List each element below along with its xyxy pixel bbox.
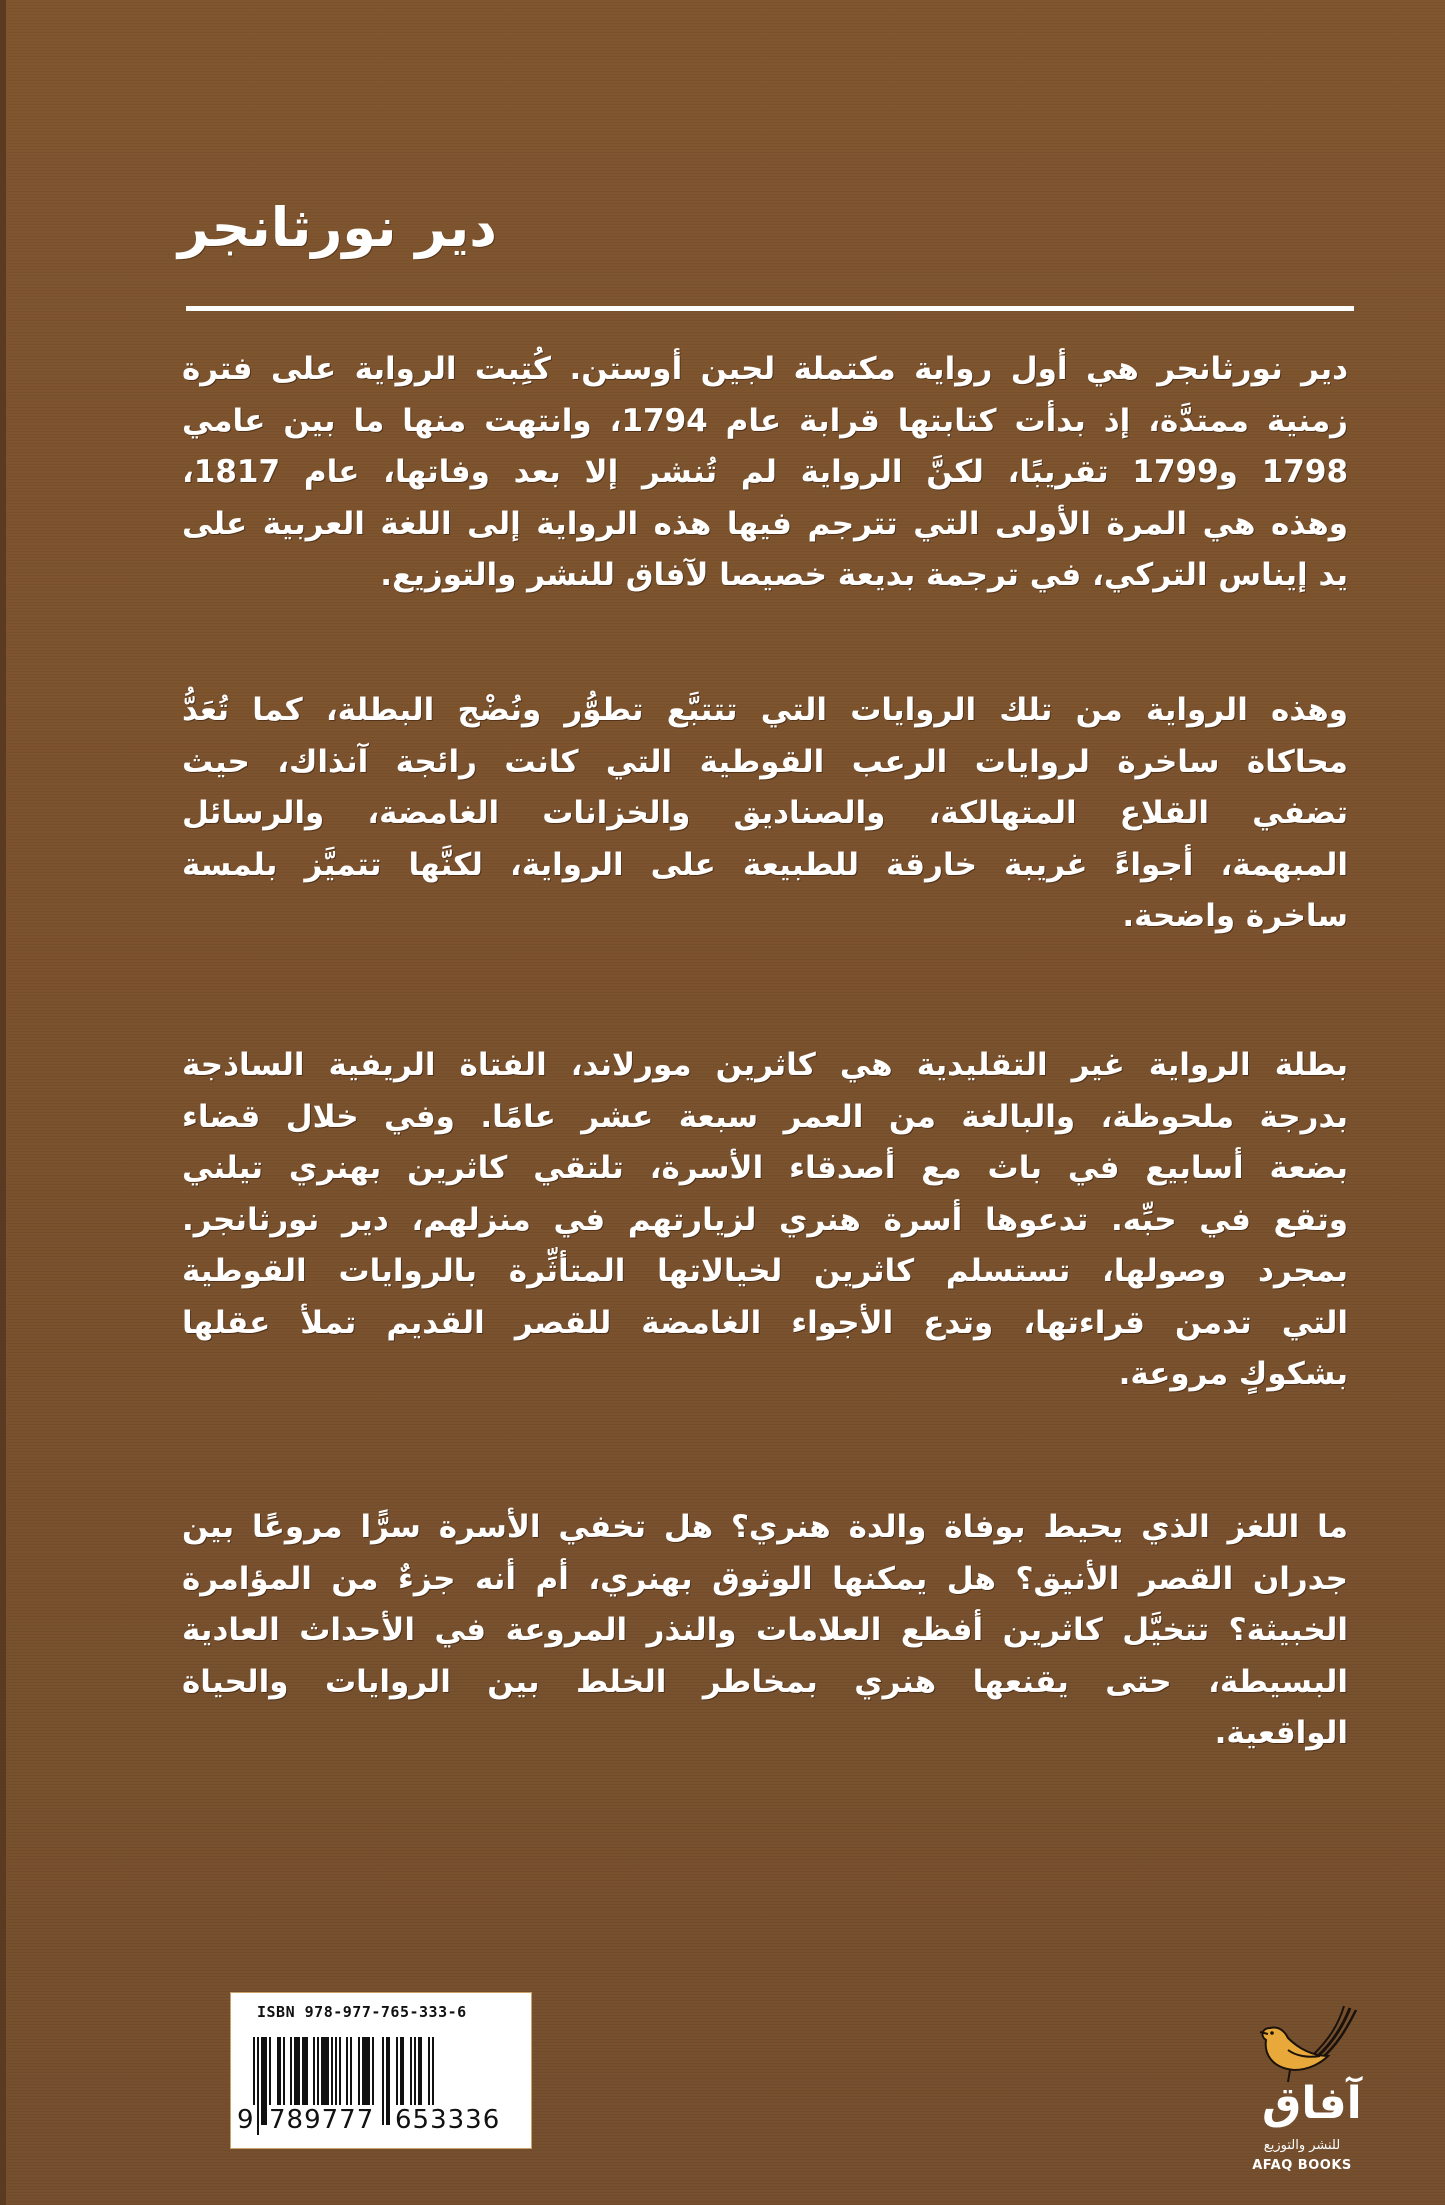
text-line: وتقع في حبِّه. تدعوها أسرة هنري لزيارتهم في منزلهم، دير نورثانجر. [182,1201,1348,1238]
publisher-name-arabic: آفاق [1262,2078,1362,2129]
text-line: بدرجة ملحوظة، والبالغة من العمر سبعة عشر عامًا. وفي خلال قضاء [182,1098,1348,1135]
spine-edge [0,0,6,2205]
text-line: بطلة الرواية غير التقليدية هي كاثرين مورلاند، الفتاة الريفية الساذجة [182,1047,1348,1083]
text-line: الخبيثة؟ تتخيَّل كاثرين أفظع العلامات والنذر المروعة في الأحداث العادية [182,1612,1348,1648]
publisher-subtitle-arabic: للنشر والتوزيع [1263,2138,1341,2153]
text-line: وهذه هي المرة الأولى التي تترجم فيها هذه الرواية إلى اللغة العربية على [182,505,1348,542]
text-line: زمنية ممتدَّة، إذ بدأت كتابتها قرابة عام 1794، وانتهت منها ما بين عامي [182,402,1349,439]
text-line: المبهمة، أجواءً غريبة خارقة للطبيعة على الرواية، لكنَّها تتميَّز بلمسة [182,846,1348,883]
title-divider [186,306,1354,311]
isbn-label: ISBN 978-977-765-333-6 [257,2003,467,2021]
bird-icon [1232,1998,1372,2088]
text-line: بشكوكٍ مروعة. [1118,1356,1348,1392]
text-line: بمجرد وصولها، تستسلم كاثرين لخيالاتها المتأثِّرة بالروايات القوطية [182,1253,1348,1289]
text-line: ما اللغز الذي يحيط بوفاة والدة هنري؟ هل تخفي الأسرة سرًّا مروعًا بين [182,1509,1348,1545]
text-line: التي تدمن قراءتها، وتدع الأجواء الغامضة للقصر القديم تملأ عقلها [182,1304,1348,1341]
text-line: وهذه الرواية من تلك الروايات التي تتتبَّع تطوُّر ونُضْج البطلة، كما تُعَدُّ [182,692,1348,728]
book-title: دير نورثانجر [178,196,497,259]
blurb-paragraph-1 [182,344,1348,602]
blurb-paragraph-2 [182,685,1348,943]
publisher-logo [1232,1998,1372,2188]
blurb-paragraph-3 [182,1040,1348,1401]
text-line: الواقعية. [1214,1715,1348,1751]
isbn-digit-first: 9 [237,2105,255,2135]
text-line: بضعة أسابيع في باث مع أصدقاء الأسرة، تلتقي كاثرين بهنري تيلني [182,1150,1348,1186]
text-line: يد إيناس التركي، في ترجمة بديعة خصيصا لآفاق للنشر والتوزيع. [380,557,1348,593]
text-line: البسيطة، حتى يقنعها هنري بمخاطر الخلط بين الروايات والحياة [182,1663,1348,1700]
text-line: ساخرة واضحة. [1122,898,1348,934]
text-line: محاكاة ساخرة لروايات الرعب القوطية التي كانت رائجة آنذاك، حيث [182,743,1348,780]
publisher-name-english: AFAQ BOOKS [1252,2158,1352,2173]
isbn-digit-group-2: 653336 [395,2105,501,2135]
blurb-paragraph-4 [182,1502,1348,1760]
isbn-digit-group-1: 789777 [269,2105,375,2135]
text-line: تضفي القلاع المتهالكة، والصناديق والخزانات الغامضة، والرسائل [182,795,1348,831]
text-line: 1798 و1799 تقريبًا، لكنَّ الرواية لم تُنشر إلا بعد وفاتها، عام 1817، [182,454,1349,490]
text-line: جدران القصر الأنيق؟ هل يمكنها الوثوق بهنري، أم أنه جزءٌ من المؤامرة [182,1560,1348,1597]
text-line: دير نورثانجر هي أول رواية مكتملة لجين أوستن. كُتِبت الرواية على فترة [182,351,1348,387]
isbn-barcode [230,1992,532,2149]
